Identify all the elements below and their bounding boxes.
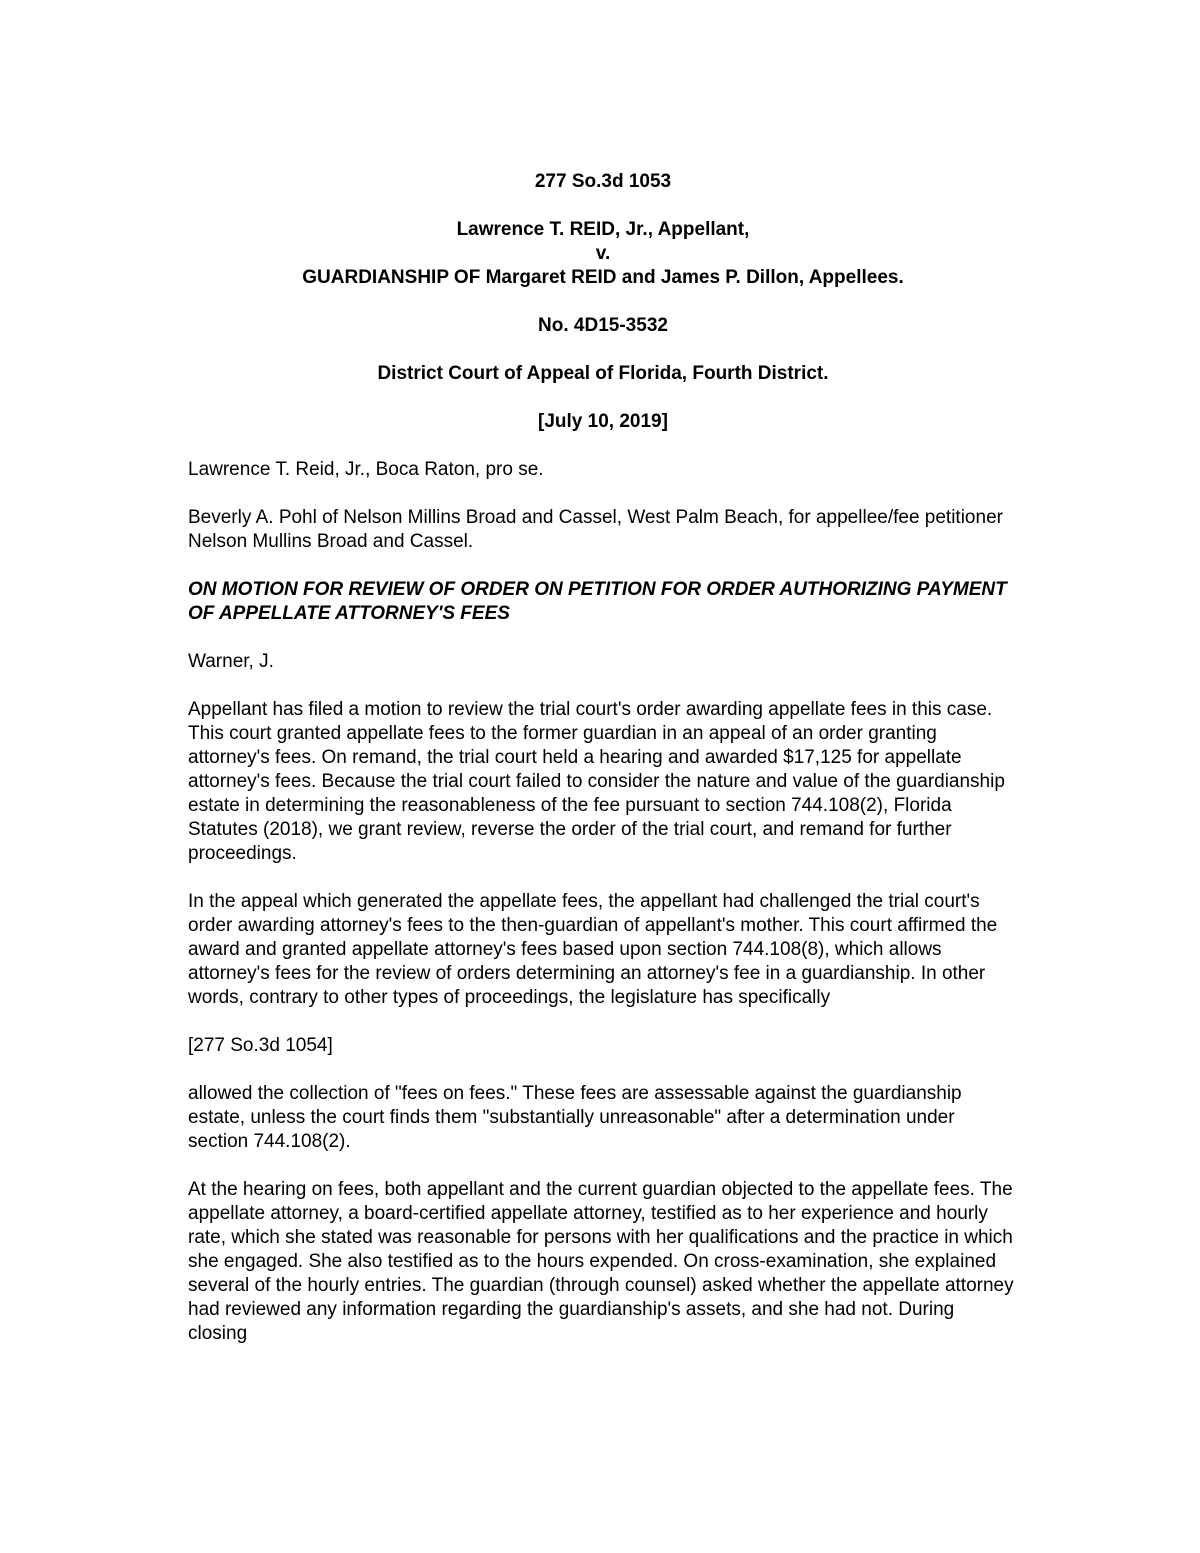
counsel-appellant: Lawrence T. Reid, Jr., Boca Raton, pro se. [188, 459, 544, 480]
judge-name: Warner, J. [188, 651, 274, 672]
caption-versus: v. [595, 243, 611, 264]
case-number: No. 4D15-3532 [538, 315, 668, 336]
opinion-paragraph: Appellant has filed a motion to review the trial court's order awarding appellate fees in this case. This court granted appellate fees to the former guardian in an appeal of an order granting attorney's fees. On remand, the trial court held a hearing and awarded $17,125 for appellate attorney's fees. Because the trial court failed to consider the nature and value of the guardianship estate in determining the reasonableness of the fee pursuant to section 744.108(2), Florida Statutes (2018), we grant review, reverse the order of the trial court, and remand for further proceedings. [188, 699, 1005, 864]
motion-heading: ON MOTION FOR REVIEW OF ORDER ON PETITION FOR ORDER AUTHORIZING PAYMENT OF APPELLATE ATTORNEY'S FEES [188, 579, 1007, 624]
document-page [188, 170, 1018, 1346]
caption-appellant: Lawrence T. REID, Jr., Appellant, [456, 219, 750, 240]
opinion-paragraph: At the hearing on fees, both appellant and the current guardian objected to the appellate fees. The appellate attorney, a board-certified appellate attorney, testified as to her experience and hourly rate, which she stated was reasonable for persons with her qualifications and the practice in which she engaged. She also testified as to the hours expended. On cross-examination, she explained several of the hourly entries. The guardian (through counsel) asked whether the appellate attorney had reviewed any information regarding the guardianship's assets, and she had not. During closing [188, 1179, 1014, 1344]
counsel-appellee: Beverly A. Pohl of Nelson Millins Broad and Cassel, West Palm Beach, for appellee/fee petitioner Nelson Mullins Broad and Cassel. [188, 507, 1003, 552]
opinion-paragraph: allowed the collection of "fees on fees." These fees are assessable against the guardianship estate, unless the court finds them "substantially unreasonable" after a determination under section 744.108(2). [188, 1083, 962, 1152]
page-marker: [277 So.3d 1054] [188, 1035, 333, 1056]
caption-appellees: GUARDIANSHIP OF Margaret REID and James P. Dillon, Appellees. [302, 267, 904, 288]
citation: 277 So.3d 1053 [534, 171, 672, 192]
court-name: District Court of Appeal of Florida, Fourth District. [377, 363, 829, 384]
decision-date: [July 10, 2019] [538, 411, 668, 432]
opinion-paragraph: In the appeal which generated the appellate fees, the appellant had challenged the trial court's order awarding attorney's fees to the then-guardian of appellant's mother. This court affirmed the award and granted appellate attorney's fees based upon section 744.108(8), which allows attorney's fees for the review of orders determining an attorney's fee in a guardianship. In other words, contrary to other types of proceedings, the legislature has specifically [188, 891, 998, 1008]
